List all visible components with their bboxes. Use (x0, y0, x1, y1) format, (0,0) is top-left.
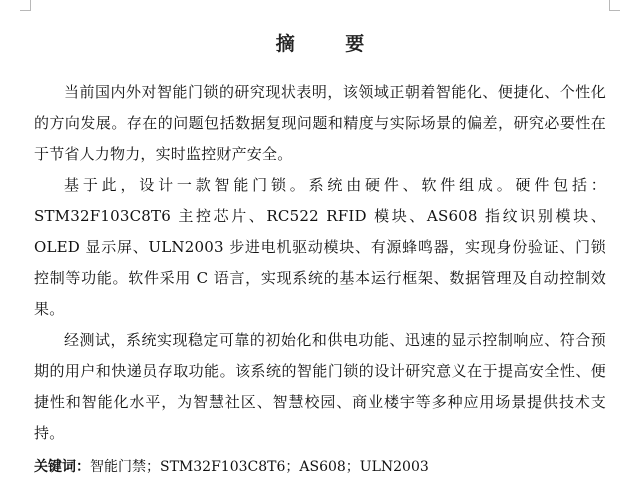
abstract-paragraph-1: 当前国内外对智能门锁的研究现状表明，该领域正朝着智能化、便捷化、个性化的方向发展。存在的问题包括数据复现问题和精度与实际场景的偏差，研究必要性在于节省人力物力，实时监控财产安全。 (34, 83, 606, 163)
abstract-title: 摘 要 (275, 33, 387, 55)
page-corner-mark-left (20, 0, 31, 11)
keywords-label: 关键词： (34, 459, 90, 475)
keywords-text: 智能门禁；STM32F103C8T6；AS608；ULN2003 (90, 459, 429, 475)
page-corner-mark-right (609, 0, 620, 11)
keywords-line (34, 453, 606, 481)
abstract-paragraph-3: 经测试，系统实现稳定可靠的初始化和供电功能、迅速的显示控制响应、符合预期的用户和快递员存取功能。该系统的智能门锁的设计研究意义在于提高安全性、便捷性和智能化水平，为智慧社区、智慧校园、商业楼宇等多种应用场景提供技术支持。 (34, 331, 606, 442)
document-page (34, 30, 606, 481)
abstract-paragraph-2: 基于此，设计一款智能门锁。系统由硬件、软件组成。硬件包括：STM32F103C8T6 主控芯片、RC522 RFID 模块、AS608 指纹识别模块、OLED 显示屏、ULN2003 步进电机驱动模块、有源蜂鸣器，实现身份验证、门锁控制等功能。软件采用 C 语言，实现系统的基本运行框架、数据管理及自动控制效果。 (34, 176, 606, 318)
